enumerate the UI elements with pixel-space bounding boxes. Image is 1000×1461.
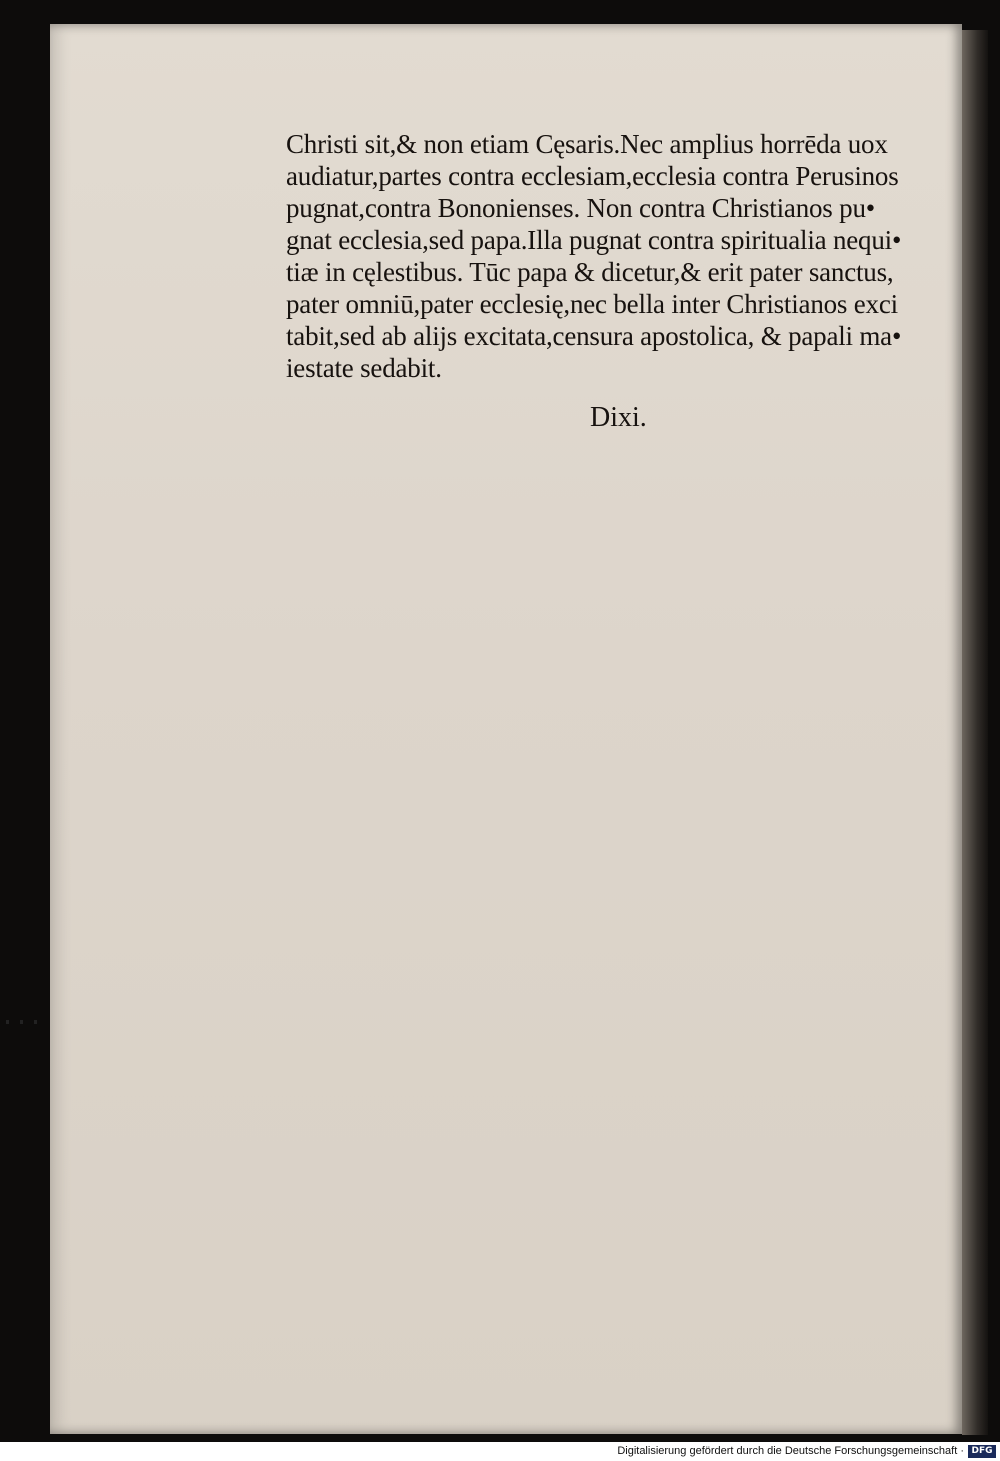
- closing-word: Dixi.: [590, 402, 647, 433]
- text-line: pugnat,contra Bononienses. Non contra Christianos pu•: [286, 193, 876, 223]
- text-line: gnat ecclesia,sed papa.Illa pugnat contra spiritualia nequi•: [286, 225, 902, 255]
- page-text: [286, 128, 958, 384]
- footer-credit: Digitalisierung gefördert durch die Deutsche Forschungsgemeinschaft ·: [617, 1445, 964, 1457]
- text-line: audiatur,partes contra ecclesiam,ecclesia contra Perusinos: [286, 161, 899, 191]
- text-line: pater omniū,pater ecclesię,nec bella inter Christianos exci: [286, 289, 898, 319]
- dfg-logo-icon: DFG: [968, 1445, 996, 1458]
- text-line: tiæ in cęlestibus. Tūc papa & dicetur,& erit pater sanctus,: [286, 257, 894, 287]
- page-edge-shadow: [962, 30, 988, 1435]
- text-line: tabit,sed ab alijs excitata,censura apostolica, & papali ma•: [286, 321, 902, 351]
- scan-edge-marks: [2, 1010, 44, 1040]
- text-line: Christi sit,& non etiam Cęsaris.Nec amplius horrēda uox: [286, 129, 888, 159]
- footer-bar: [0, 1442, 1000, 1461]
- text-line: iestate sedabit.: [286, 353, 442, 383]
